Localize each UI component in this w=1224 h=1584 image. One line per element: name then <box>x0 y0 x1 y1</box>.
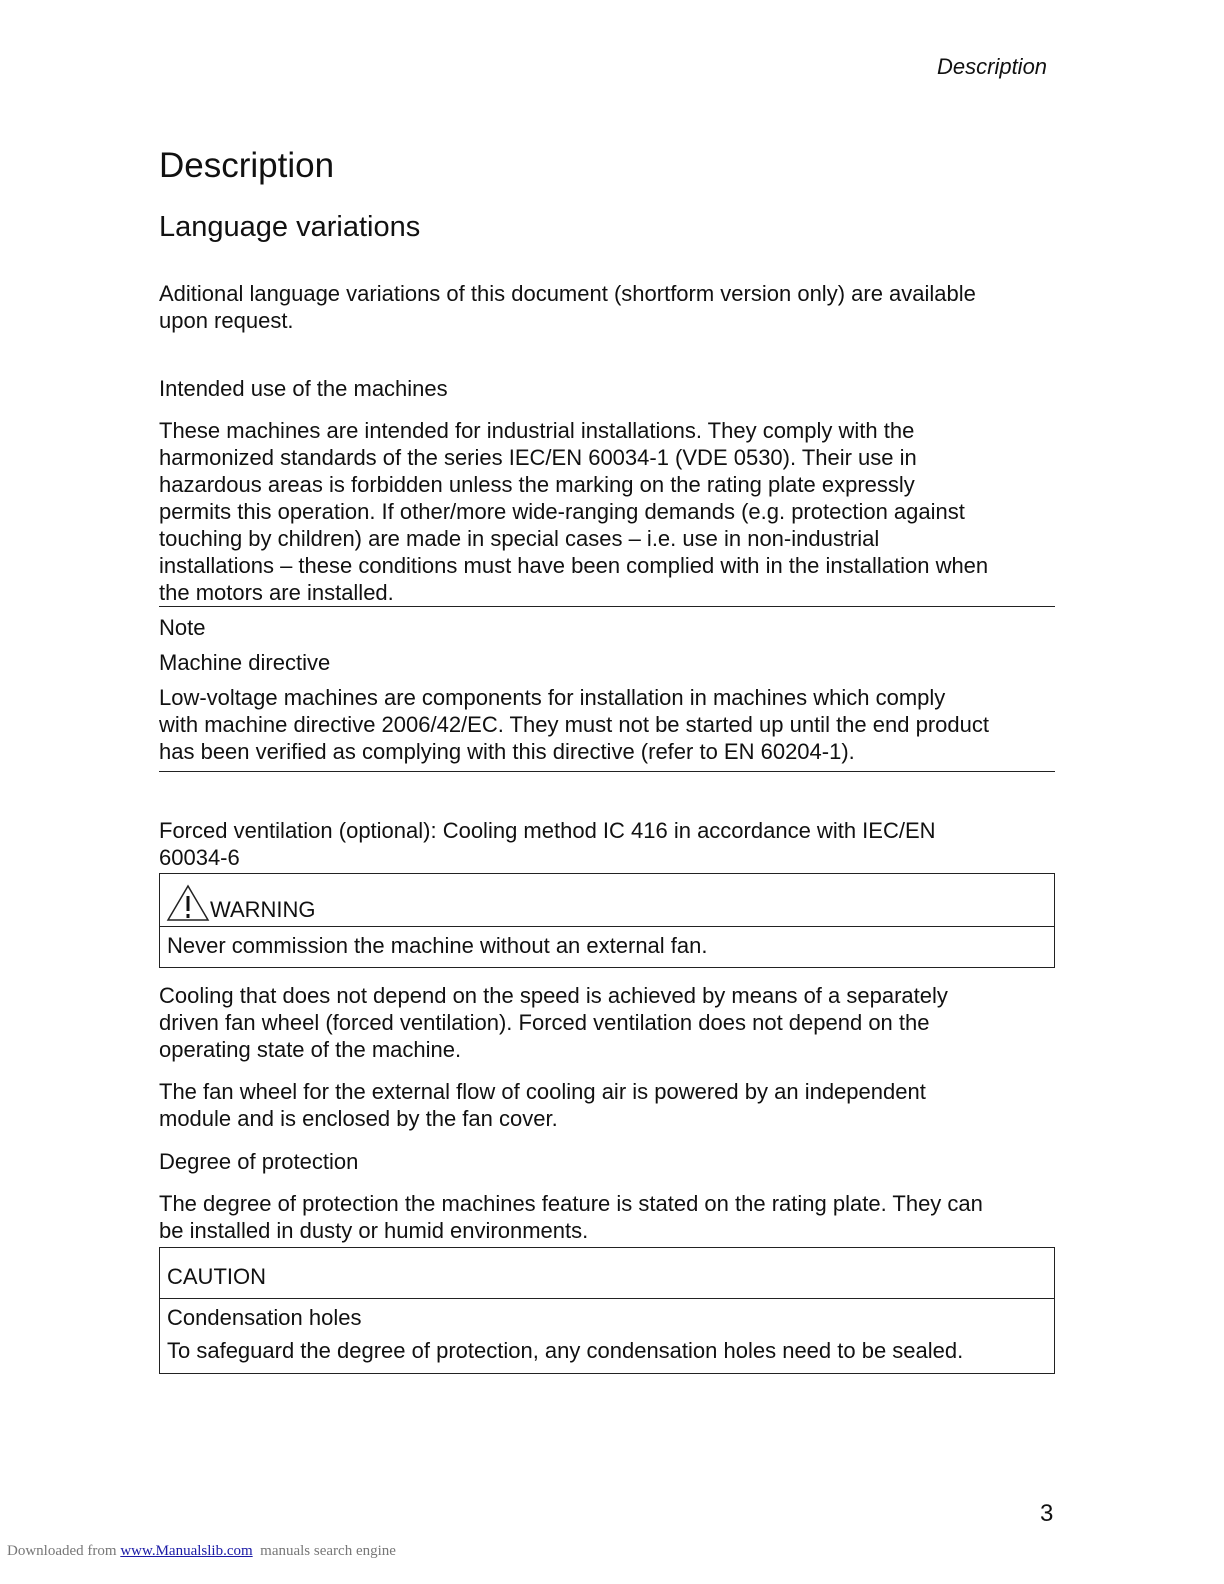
text-line: These machines are intended for industrial installations. They comply with the <box>159 418 915 443</box>
note-bottom-rule <box>159 771 1055 772</box>
warning-label: WARNING <box>210 897 316 922</box>
text-line: Low-voltage machines are components for installation in machines which comply <box>159 685 946 710</box>
text-line: module and is enclosed by the fan cover. <box>159 1106 558 1131</box>
caution-box <box>159 1247 1055 1374</box>
text-line: touching by children) are made in special cases – i.e. use in non-industrial <box>159 526 880 551</box>
text-line: has been verified as complying with this directive (refer to EN 60204-1). <box>159 739 855 764</box>
text-line: driven fan wheel (forced ventilation). Forced ventilation does not depend on the <box>159 1010 930 1035</box>
text-line: Cooling that does not depend on the speed is achieved by means of a separately <box>159 983 948 1008</box>
footer <box>7 1543 396 1560</box>
manualslib-link[interactable]: www.Manualslib.com <box>120 1543 253 1559</box>
text-line: 60034-6 <box>159 845 240 870</box>
warning-header <box>160 874 1054 926</box>
footer-prefix: Downloaded from <box>7 1543 117 1559</box>
text-line: operating state of the machine. <box>159 1037 462 1062</box>
note-heading: Machine directive <box>159 650 331 675</box>
text-line: hazardous areas is forbidden unless the marking on the rating plate expressly <box>159 472 915 497</box>
cooling-paragraph <box>159 982 948 1063</box>
protection-heading: Degree of protection <box>159 1149 359 1174</box>
text-line: upon request. <box>159 308 294 333</box>
intended-use-paragraph <box>159 417 988 606</box>
page-number: 3 <box>1040 1500 1054 1527</box>
text-line: harmonized standards of the series IEC/EN 60034-1 (VDE 0530). Their use in <box>159 445 917 470</box>
note-label: Note <box>159 615 206 640</box>
text-line: Aditional language variations of this document (shortform version only) are available <box>159 281 976 306</box>
text-line: permits this operation. If other/more wide-ranging demands (e.g. protection against <box>159 499 965 524</box>
note-paragraph <box>159 684 989 765</box>
text-line: The degree of protection the machines feature is stated on the rating plate. They can <box>159 1191 983 1216</box>
intended-use-heading: Intended use of the machines <box>159 376 448 401</box>
caution-label: CAUTION <box>167 1264 266 1289</box>
protection-paragraph <box>159 1190 983 1244</box>
text-line: the motors are installed. <box>159 580 394 605</box>
warning-box <box>159 873 1055 968</box>
text-line: The fan wheel for the external flow of cooling air is powered by an independent <box>159 1079 926 1104</box>
section-subtitle: Language variations <box>159 211 421 243</box>
page-title: Description <box>159 146 335 185</box>
note-top-rule <box>159 606 1055 607</box>
text-line: Forced ventilation (optional): Cooling method IC 416 in accordance with IEC/EN <box>159 818 936 843</box>
running-header: Description <box>937 54 1048 79</box>
text-line: be installed in dusty or humid environments. <box>159 1218 589 1243</box>
language-paragraph <box>159 280 976 334</box>
text-line: with machine directive 2006/42/EC. They must not be started up until the end product <box>159 712 989 737</box>
footer-suffix: manuals search engine <box>260 1543 396 1559</box>
caution-heading: Condensation holes <box>160 1298 1054 1336</box>
warning-text: Never commission the machine without an external fan. <box>160 926 1054 966</box>
fan-wheel-paragraph <box>159 1078 926 1132</box>
warning-triangle-icon <box>166 884 210 922</box>
caution-text: To safeguard the degree of protection, any condensation holes need to be sealed. <box>167 1338 964 1363</box>
text-line: installations – these conditions must have been complied with in the installation when <box>159 553 989 578</box>
forced-ventilation-heading <box>159 817 936 871</box>
